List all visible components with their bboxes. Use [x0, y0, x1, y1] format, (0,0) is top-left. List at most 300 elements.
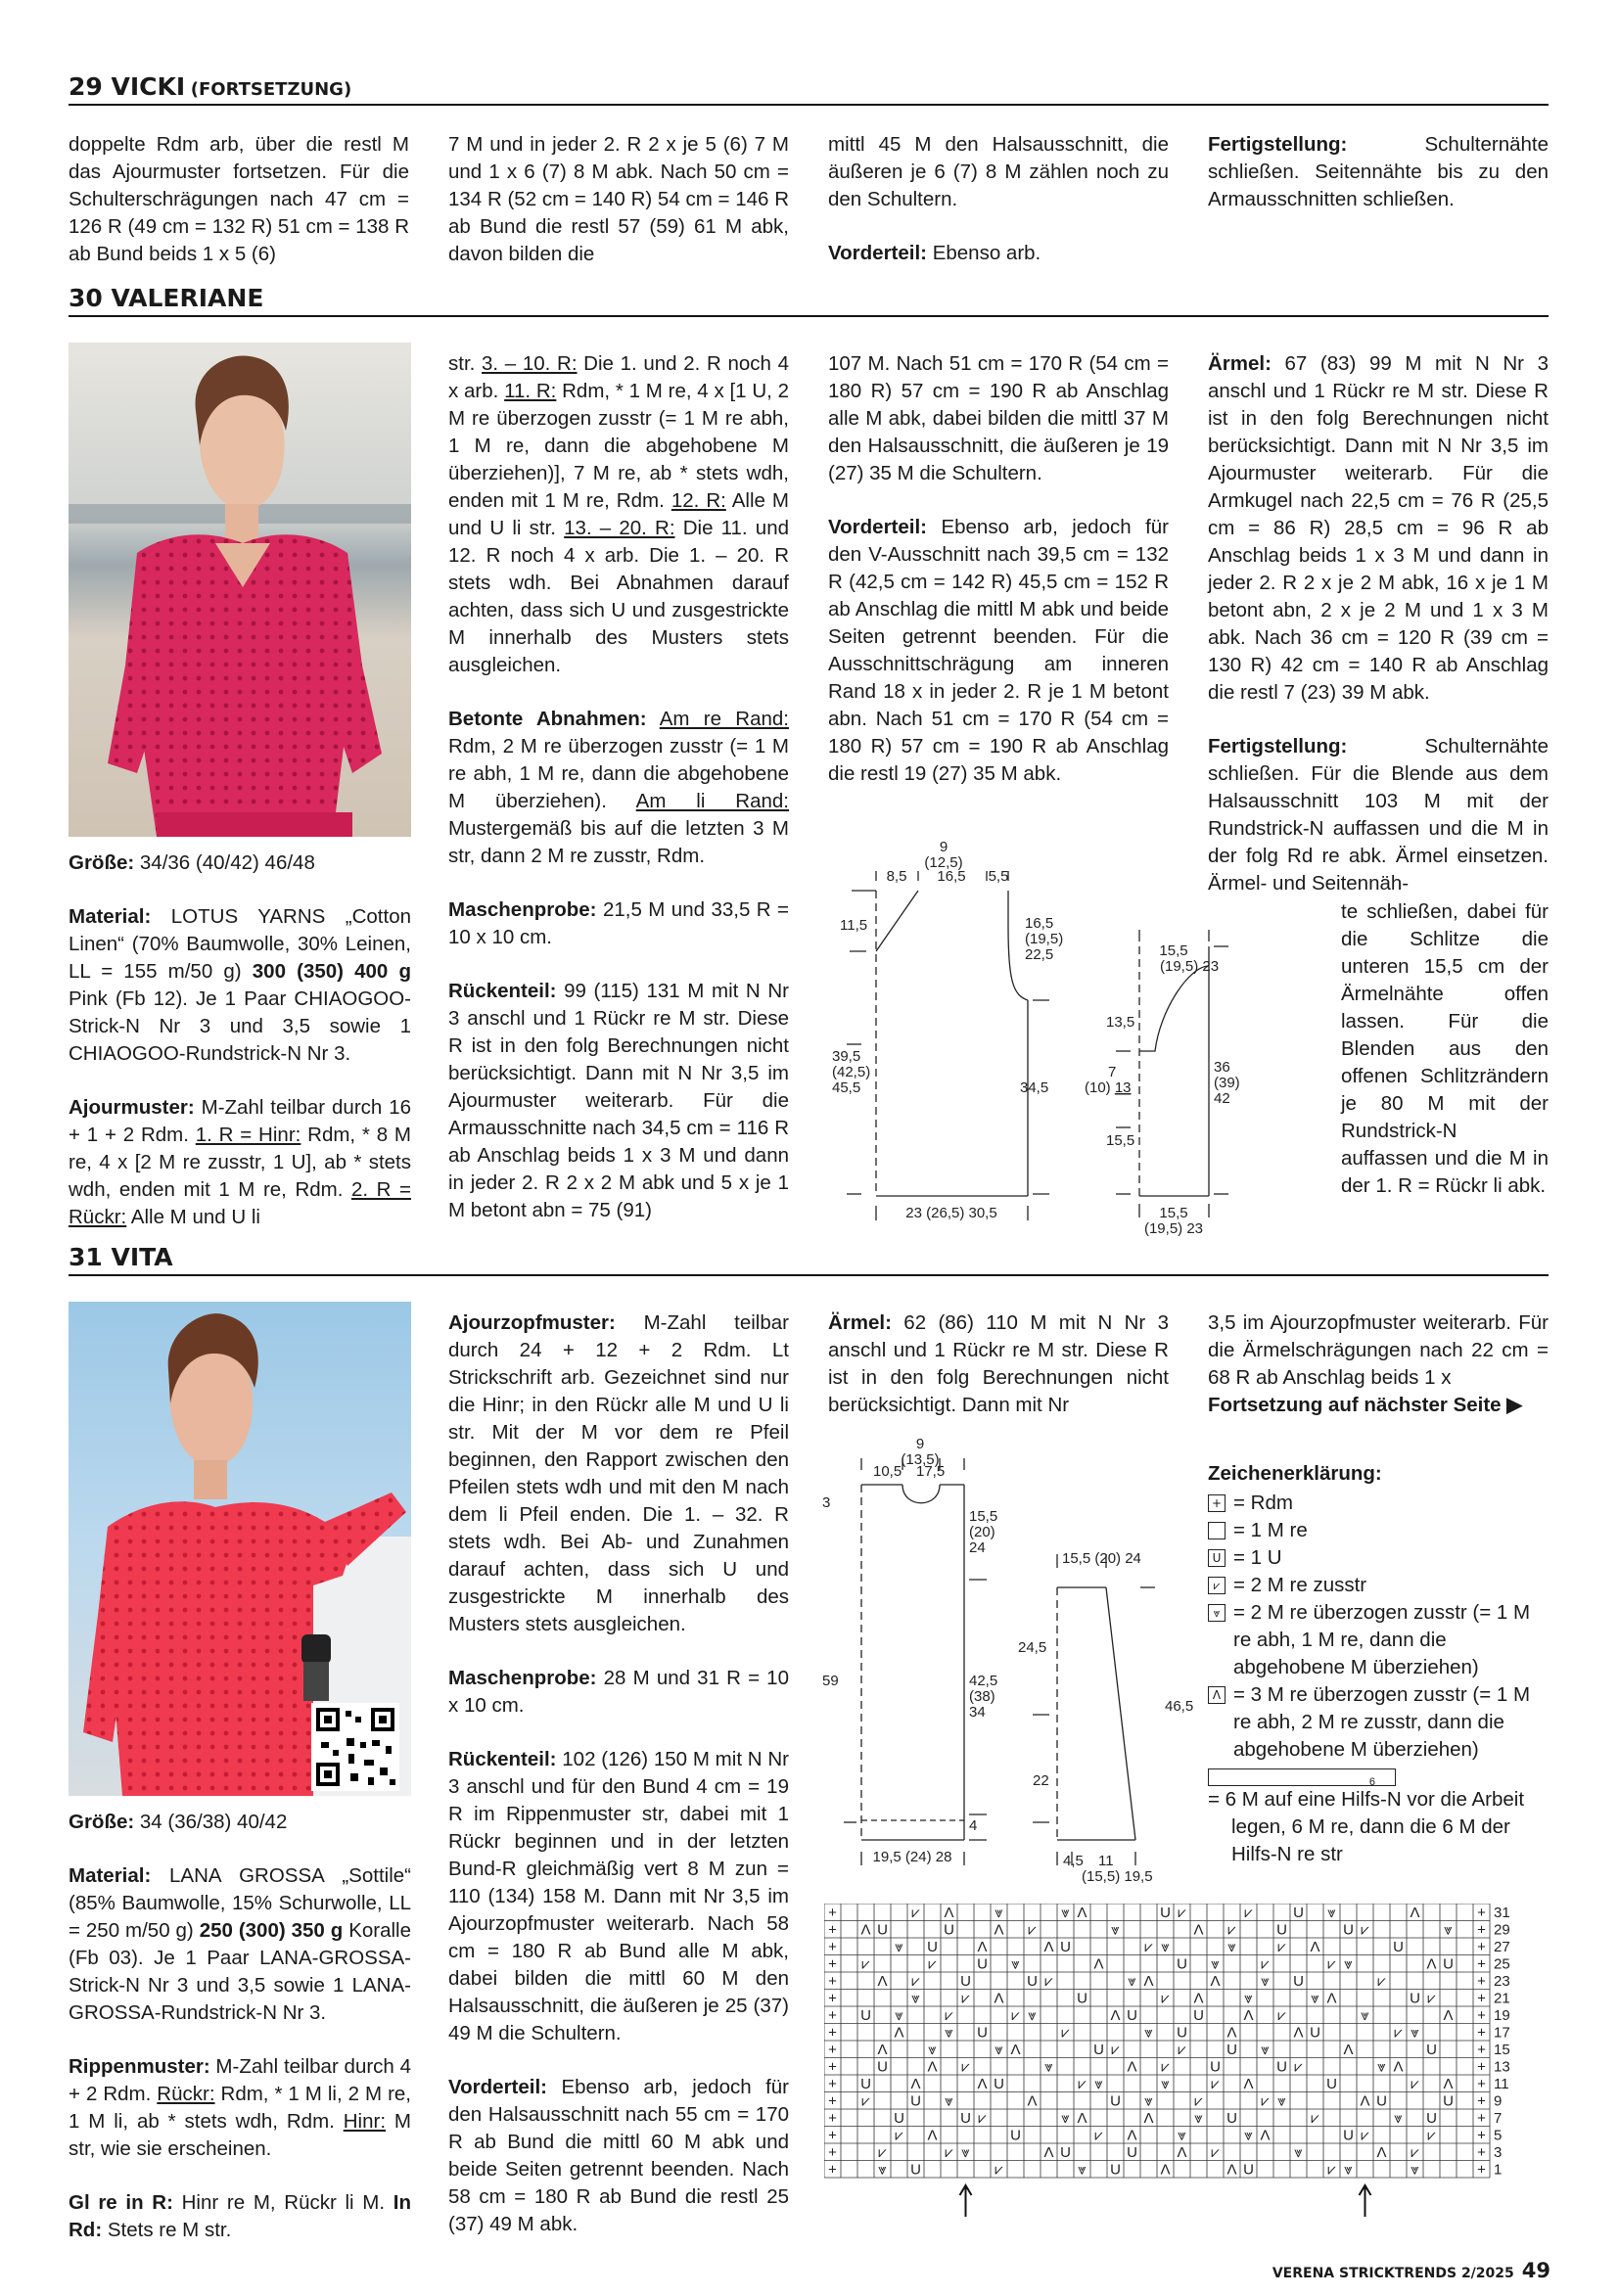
row-number: 11 — [1494, 2076, 1509, 2092]
stitch-symbol: U — [1393, 1939, 1404, 1955]
edge-stitch-symbol: + — [1477, 2110, 1486, 2127]
stitch-symbol: ⩗ — [895, 2127, 903, 2144]
stitch-symbol: Λ — [1243, 2076, 1254, 2092]
edge-stitch-symbol: + — [828, 2092, 837, 2110]
vicki-col-2: 7 M und in jeder 2. R 2 x je 5 (6) 7 M und 1 x 6 (7) 8 M abk. Nach 50 cm = 134 R (52 cm = 140 R) 54 cm = 146 R ab Bund die restl 57 (59) 61 M abk, davon bilden die — [448, 133, 789, 265]
stitch-symbol: Λ — [894, 2024, 904, 2042]
dim-label: (19,5) — [1025, 931, 1064, 947]
dim-label: 19,5 (24) 28 — [872, 1849, 952, 1865]
stitch-symbol: U — [977, 1955, 988, 1973]
dim-label: 16,5 — [1025, 915, 1054, 932]
edge-stitch-symbol: + — [828, 1905, 837, 1921]
stitch-symbol: Λ — [1077, 1905, 1087, 1921]
stitch-symbol: Λ — [1077, 2110, 1087, 2127]
stitch-symbol: Λ — [1193, 1921, 1204, 1939]
dim-label: 9 — [915, 1436, 925, 1452]
stitch-symbol: ⩔ — [1377, 2058, 1386, 2076]
stitch-symbol: U — [1326, 2076, 1337, 2092]
stitch-symbol: ⩗ — [1327, 2161, 1336, 2179]
stitch-symbol: ⩗ — [1394, 2024, 1403, 2042]
stitch-symbol: U — [1410, 1990, 1420, 2007]
legend-item — [1208, 1544, 1549, 1572]
stitch-symbol: Λ — [1293, 2024, 1304, 2042]
stitch-symbol: ⩗ — [1261, 1955, 1270, 1973]
stitch-symbol: ⩗ — [961, 1990, 970, 2007]
edge-stitch-symbol: + — [828, 2076, 837, 2092]
dim-label: 9 — [939, 839, 948, 855]
stitch-symbol: ⩗ — [995, 2161, 1003, 2179]
stitch-symbol: ⩔ — [1277, 2092, 1286, 2110]
row-number: 13 — [1494, 2058, 1510, 2076]
edge-stitch-symbol: + — [1477, 2127, 1486, 2144]
stitch-symbol: ⩔ — [1161, 1939, 1170, 1955]
dim-label: 59 — [822, 1673, 839, 1689]
stitch-symbol: ⩔ — [1344, 1955, 1353, 1973]
stitch-symbol: ⩗ — [1261, 2092, 1270, 2110]
stitch-symbol: Λ — [910, 2076, 921, 2092]
stitch-symbol: ⩔ — [1311, 1990, 1319, 2007]
stitch-symbol: Λ — [860, 1921, 871, 1939]
edge-stitch-symbol: + — [828, 1973, 837, 1990]
stitch-symbol: ⩔ — [1411, 2161, 1419, 2179]
stitch-symbol: Λ — [1360, 2092, 1370, 2110]
cable-symbol: 6 — [1208, 1768, 1396, 1786]
edge-stitch-symbol: + — [1477, 1939, 1486, 1955]
stitch-symbol: Λ — [877, 1973, 888, 1990]
dim-label: (10) 13 — [1085, 1079, 1132, 1096]
stitch-symbol: ⩔ — [1211, 1955, 1220, 1973]
stitch-symbol: Λ — [1443, 2007, 1454, 2024]
stitch-symbol: Λ — [1210, 1973, 1221, 1990]
stitch-symbol: Λ — [977, 1939, 988, 1955]
row-number: 31 — [1494, 1905, 1510, 1921]
stitch-symbol: ⩔ — [1111, 1921, 1120, 1939]
dim-label: 15,5 — [1106, 1132, 1135, 1149]
dim-label: 15,5 (20) 24 — [1062, 1550, 1141, 1567]
valeriane-col-4-cont: te schließen, dabei für die Schlitze die unteren 15,5 cm der Ärmelnähte offen lassen. Für die Blenden aus den offenen Schlitzrändern je 80 M mit der Rundstrick-N auffassen und die M in der 1. R = Rückr li abk. — [1341, 900, 1549, 1197]
stitch-symbol: ⩔ — [1244, 2127, 1253, 2144]
stitch-symbol: ⩗ — [1361, 2127, 1369, 2144]
row-number: 5 — [1494, 2127, 1503, 2144]
vita-col-2: Ajourzopfmuster: M-Zahl teilbar durch 24 + 12 + 2 Rdm. Lt Strickschrift arb. Gezeichnet sind nur die Hinr; in den Rückr alle M und U li str. Mit der M vor dem re Pfeil beginnen, den Rapport zwischen den Pfeilen stets wdh und mit den M nach dem li Pfeil enden. Die 1. – 32. R stets wdh. Bei Ab- und Zunahmen darauf achten, dass sich U und zusgestrickte M innerhalb des Musters stets ausgleichen. Maschenprobe: 28 M und 31 R = 10 x 10 cm. Rückenteil: 102 (126) 150 M mit N Nr 3 anschl und für den Bund 4 cm = 19 R im Rippenmuster str, dabei mit 1 Rückr beginnen und in der letzten Bund-R gleichmäßig vert 8 M zun = 110 (134) 158 M. Dann mit Nr 3,5 im Ajourzopfmuster weiterarb. Nach 58 cm = 180 R ab Bund alle M abk, dabei bilden die mittl 60 M den Halsausschnitt, die äußeren je 25 (37) 49 M die Schultern. Vorderteil: Ebenso arb, jedoch für den Halsausschnitt nach 55 cm = 170 R ab Bund die mittl 60 M abk und beide Seiten getrennt beenden. Nach 58 cm = 180 R ab Bund die restl 25 (37) 49 M abk. — [448, 1311, 789, 2235]
row-number: 17 — [1494, 2024, 1510, 2042]
stitch-symbol: U — [1443, 2092, 1454, 2110]
valeriane-col-4: Ärmel: 67 (83) 99 M mit N Nr 3 anschl und 1 Rückr re M str. Diese R ist in den folg Berechnungen nicht berücksichtigt. Dann mit N Nr 3,5 im Ajourmuster weiterarb. Für die Armkugel nach 22,5 cm = 76 R (25,5 cm = 86 R) 28,5 cm = 96 R ab Anschlag beids 1 x 3 M und dann in jeder 2. R 2 x je 2 M abk, 16 x je 1 M betont abn, 2 x je 2 M und 1 x 3 M abk. Nach 36 cm = 120 R (39 cm = 130 R) 42 cm = 140 R ab Anschlag die restl 7 (23) 39 M abk. Fertigstellung: Schulternähte schließen. Für die Blende aus dem Halsausschnitt 103 M mit der Rundstrick-N auffassen und die M in der folg Rd re abk. Ärmel einsetzen. Ärmel- und Seitennäh- — [1208, 352, 1549, 895]
stitch-symbol: U — [1110, 2092, 1121, 2110]
stitch-symbol: U — [960, 2110, 971, 2127]
stitch-symbol: U — [1127, 2007, 1137, 2024]
stitch-symbol: ⩔ — [911, 1990, 920, 2007]
qr-code — [311, 1703, 399, 1791]
stitch-symbol: U — [1243, 2161, 1254, 2179]
edge-stitch-symbol: + — [828, 2161, 837, 2179]
dim-label: 11 — [1098, 1853, 1114, 1869]
legend-text: = 2 M re überzogen zusstr (= 1 M re abh, 1 M re, dann die abgehobene M überziehen) — [1233, 1601, 1531, 1678]
stitch-symbol: Λ — [1243, 2007, 1254, 2024]
stitch-symbol: ⩗ — [911, 1973, 920, 1990]
edge-stitch-symbol: + — [828, 2127, 837, 2144]
dim-label: 46,5 — [1165, 1698, 1194, 1715]
stitch-symbol: ⩗ — [1178, 2042, 1186, 2058]
stitch-symbol: ⩗ — [1277, 1939, 1286, 1955]
vita-col-1: Größe: 34 (36/38) 40/42 Material: LANA GROSSA „Sottile“ (85% Baumwolle, 15% Schurwolle, LL = 250 m/50 g) 250 (300) 350 g Koralle (Fb 03). Je 1 Paar LANA-GROSSA-Strick-N Nr 3 und 3,5 sowie 1 LANA-GROSSA-Rundstrick-N Nr 3. Rippenmuster: M-Zahl teilbar durch 4 + 2 Rdm. Rückr: Rdm, * 1 M li, 2 M re, 1 M li, ab * stets wdh, Rdm. Hinr: M str, wie sie erscheinen. Gl re in R: Hinr re M, Rückr li M. In Rd: Stets re M str. — [69, 1811, 412, 2241]
footer: VERENA STRICKTRENDS 2/2025 49 — [1272, 2259, 1550, 2282]
stitch-symbol: Λ — [1260, 2127, 1271, 2144]
dim-label: (20) — [969, 1524, 995, 1540]
stitch-symbol: Λ — [1160, 2161, 1171, 2179]
edge-stitch-symbol: + — [1477, 2058, 1486, 2076]
stitch-symbol: U — [1027, 1973, 1038, 1990]
stitch-symbol: ⩔ — [945, 2092, 953, 2110]
stitch-symbol: ⩗ — [1427, 1990, 1436, 2007]
section-header-30: 30 VALERIANE — [69, 284, 1549, 317]
stitch-symbol: U — [1077, 1990, 1087, 2007]
stitch-symbol: ⩗ — [1427, 2127, 1436, 2144]
stitch-symbol: Λ — [927, 2127, 938, 2144]
stitch-symbol: ⩔ — [945, 2024, 953, 2042]
row-number: 19 — [1494, 2007, 1510, 2024]
valeriane-col-3: 107 M. Nach 51 cm = 170 R (54 cm = 180 R) 57 cm = 190 R ab Anschlag alle M abk, dabei bilden die mittl 37 M den Halsausschnitt, die äußeren je 19 (27) 35 M die Schultern. Vorderteil: Ebenso arb, jedoch für den V-Ausschnitt nach 39,5 cm = 132 R (42,5 cm = 142 R) 45,5 cm = 152 R ab Anschlag die mittl M abk und beide Seiten getrennt beenden. Für die Ausschnittschrägung am inneren Rand 18 x in jeder 2. R je 1 M betont abn. Nach 51 cm = 170 R (54 cm = 180 R) 57 cm = 190 R ab Anschlag die restl 19 (27) 35 M abk. — [828, 352, 1169, 785]
edge-stitch-symbol: + — [828, 2058, 837, 2076]
stitch-symbol: ⩗ — [1277, 2007, 1286, 2024]
stitch-symbol: Λ — [1043, 1939, 1054, 1955]
stitch-symbol: ⩔ — [1194, 2110, 1203, 2127]
stitch-symbol: U — [1160, 1905, 1171, 1921]
legend-text: = 1 U — [1233, 1546, 1282, 1569]
stitch-symbol: U — [1226, 2110, 1237, 2127]
stitch-symbol: ⩔ — [928, 2042, 937, 2058]
legend-item — [1208, 1599, 1549, 1681]
legend-cable-text: = 6 M auf eine Hilfs-N vor die Arbeit legen, 6 M re, dann die 6 M der Hilfs-N re str — [1208, 1788, 1525, 1865]
vita-col-4: 3,5 im Ajourzopfmuster weiterarb. Für die Ärmelschrägungen nach 22 cm = 68 R ab Anschlag beids 1 x Fortsetzung auf nächster Seite ▶ — [1208, 1311, 1549, 1416]
dim-label: (19,5) 23 — [1143, 1220, 1204, 1237]
legend-item-cable — [1208, 1764, 1549, 1786]
stitch-symbol: Λ — [1043, 2144, 1054, 2161]
stitch-symbol: ⩔ — [1094, 2076, 1103, 2092]
stitch-symbol: Λ — [1393, 2058, 1404, 2076]
edge-stitch-symbol: + — [828, 1921, 837, 1939]
stitch-symbol: ⩔ — [1361, 2007, 1369, 2024]
stitch-symbol: ⩗ — [1094, 2127, 1103, 2144]
stitch-symbol: Λ — [1177, 2144, 1187, 2161]
stitch-symbol: ⩔ — [895, 1939, 903, 1955]
section-header-31: 31 VITA — [69, 1243, 1549, 1276]
edge-stitch-symbol: + — [1477, 2076, 1486, 2092]
stitch-symbol: U — [1060, 2144, 1071, 2161]
stitch-symbol: ⩗ — [1244, 1905, 1253, 1921]
stitch-symbol: ⩗ — [1327, 1955, 1336, 1973]
stitch-symbol: U — [1110, 2161, 1121, 2179]
stitch-symbol: Λ — [1343, 2042, 1354, 2058]
dim-label: 5,5 — [988, 868, 1009, 885]
edge-stitch-symbol: + — [828, 1939, 837, 1955]
legend-symbol-icon: U — [1208, 1549, 1226, 1567]
legend-list — [1208, 1490, 1549, 1764]
stitch-symbol: U — [1177, 2024, 1187, 2042]
stitch-symbol: ⩗ — [1078, 2076, 1087, 2092]
dim-label: 7 — [1108, 1064, 1117, 1080]
dim-label: 15,5 — [1159, 1205, 1188, 1221]
dim-label: 22,5 — [1025, 946, 1054, 963]
stitch-symbol: ⩗ — [1377, 1973, 1386, 1990]
row-number: 21 — [1494, 1990, 1510, 2007]
edge-stitch-symbol: + — [828, 2007, 837, 2024]
vita-photo — [69, 1302, 411, 1796]
stitch-symbol: ⩗ — [945, 2007, 953, 2024]
stitch-symbol: U — [860, 2007, 871, 2024]
edge-stitch-symbol: + — [1477, 2007, 1486, 2024]
stitch-symbol: ⩗ — [1411, 2076, 1419, 2092]
dim-label: 11,5 — [840, 917, 868, 934]
edge-stitch-symbol: + — [1477, 2161, 1486, 2179]
stitch-symbol: U — [1210, 2058, 1221, 2076]
stitch-symbol: ⩗ — [878, 2144, 887, 2161]
legend-item — [1208, 1490, 1549, 1517]
stitch-symbol: ⩔ — [1411, 2024, 1419, 2042]
stitch-symbol: Λ — [1310, 1939, 1320, 1955]
stitch-symbol: U — [894, 2110, 904, 2127]
stitch-symbol: ⩗ — [1227, 1921, 1236, 1939]
dim-label: 16,5 — [937, 868, 966, 885]
stitch-symbol: Λ — [1326, 1990, 1337, 2007]
stitch-symbol: Λ — [1376, 2144, 1387, 2161]
stitch-symbol: Λ — [1027, 2092, 1038, 2110]
dim-label: 24,5 — [1018, 1639, 1047, 1656]
stitch-symbol: ⩗ — [1311, 2110, 1319, 2127]
stitch-symbol: U — [1010, 2127, 1021, 2144]
section-header-29: 29 VICKI (FORTSETZUNG) — [69, 72, 1549, 106]
dim-label: (12,5) — [924, 854, 963, 871]
edge-stitch-symbol: + — [1477, 1955, 1486, 1973]
stitch-symbol: ⩔ — [1394, 2110, 1403, 2127]
stitch-symbol: U — [927, 1939, 938, 1955]
dim-label: 15,5 — [1159, 942, 1188, 959]
row-number: 7 — [1494, 2110, 1503, 2127]
stitch-symbol: Λ — [877, 2042, 888, 2058]
stitch-symbol: ⩔ — [1178, 2127, 1186, 2144]
vicki-col-4: Fertigstellung: Schulternähte schließen. Seitennähte bis zu den Armausschnitten schließen. — [1208, 133, 1549, 210]
edge-stitch-symbol: + — [1477, 1921, 1486, 1939]
stitch-symbol: ⩔ — [1294, 2144, 1303, 2161]
stitch-symbol: Λ — [1093, 1955, 1104, 1973]
stitch-symbol: U — [1293, 1973, 1304, 1990]
stitch-symbol: ⩔ — [1078, 2161, 1087, 2179]
stitch-symbol: U — [944, 1921, 954, 1939]
stitch-symbol: ⩔ — [1128, 1973, 1136, 1990]
dim-label: 23 (26,5) 30,5 — [905, 1205, 997, 1221]
legend-symbol-icon: ⩗ — [1208, 1577, 1226, 1594]
stitch-symbol: ⩗ — [911, 1905, 920, 1921]
stitch-symbol: ⩗ — [1211, 2076, 1220, 2092]
stitch-symbol: Λ — [1110, 2007, 1121, 2024]
edge-stitch-symbol: + — [1477, 2092, 1486, 2110]
dim-label: 13,5 — [1106, 1014, 1135, 1031]
stitch-symbol: ⩔ — [1061, 2110, 1070, 2127]
legend-text: = 2 M re zusstr — [1233, 1574, 1367, 1596]
stitch-symbol: U — [1310, 2024, 1320, 2042]
stitch-symbol: U — [1426, 2042, 1437, 2058]
stitch-symbol: U — [1293, 1905, 1304, 1921]
edge-stitch-symbol: + — [828, 2042, 837, 2058]
stitch-symbol: U — [877, 1921, 888, 1939]
stitch-symbol: ⩔ — [1161, 2076, 1170, 2092]
vita-schematic — [822, 1431, 1214, 1891]
valeriane-photo — [69, 343, 411, 837]
stitch-symbol: Λ — [1226, 2161, 1237, 2179]
stitch-symbol: Λ — [1143, 2110, 1154, 2127]
dim-label: 8,5 — [886, 868, 907, 885]
stitch-symbol: ⩔ — [1244, 1990, 1253, 2007]
vicki-col-3: mittl 45 M den Halsausschnitt, die äußeren je 6 (7) 8 M zählen noch zu den Schultern. Vorderteil: Ebenso arb. — [828, 133, 1169, 264]
stitch-symbol: Λ — [977, 2076, 988, 2092]
stitch-symbol: ⩗ — [1028, 1921, 1037, 1939]
stitch-symbol: U — [1093, 2042, 1104, 2058]
edge-stitch-symbol: + — [1477, 2042, 1486, 2058]
stitch-symbol: U — [1060, 1939, 1071, 1955]
row-number: 3 — [1494, 2144, 1503, 2161]
stitch-symbol: Λ — [1127, 2058, 1137, 2076]
stitch-symbol: ⩗ — [1061, 2024, 1070, 2042]
stitch-symbol: ⩗ — [1011, 2007, 1020, 2024]
stitch-symbol: U — [1193, 2007, 1204, 2024]
stitch-symbol: ⩔ — [1227, 1939, 1236, 1955]
stitch-symbol: ⩔ — [961, 2144, 970, 2161]
stitch-symbol: U — [1343, 2127, 1354, 2144]
chart-legend: Zeichenerklärung: + = Rdm = 1 M re U = 1 U ⩗ = 2 M re zusstr ⩔ = 2 M re überzogen zusstr (= 1 M re abh, 1 M re, dann die abgehobene M überziehen) Λ = 3 M re überzogen zusstr (= 1 M re abh, 2 M re zusstr, dann die abgehobene M überziehen) 6 = 6 M auf eine Hilfs-N vor die Arbeit legen, 6 M re, dann die 6 M der Hilfs-N re str — [1208, 1460, 1549, 1868]
dim-label: (42,5) — [832, 1064, 871, 1080]
dim-label: 42 — [1214, 1090, 1230, 1107]
stitch-symbol: Λ — [1226, 2024, 1237, 2042]
dim-label: (19,5) 23 — [1160, 958, 1220, 975]
row-number: 23 — [1494, 1973, 1510, 1990]
valeriane-col-2: str. 3. – 10. R: Die 1. und 2. R noch 4 x arb. 11. R: Rdm, * 1 M re, 4 x [1 U, 2 M re überzogen zusstr (= 1 M re abh, 1 M re, dann die abgehobene M überziehen)], 7 M re, ab * stets wdh, enden mit 1 M re, Rdm. 12. R: Alle M und U li str. 13. – 20. R: Die 11. und 12. R noch 4 x arb. Die 1. – 20. R stets wdh. Bei Abnahmen darauf achten, dass sich U und zusgestrickte M innerhalb des Musters stets ausgleichen. Betonte Abnahmen: Am re Rand: Rdm, 2 M re überzogen zusstr (= 1 M re abh, 1 M re, dann die abgehobene M überziehen). Am li Rand: Mustergemäß bis auf die letzten 3 M str, dann 2 M re zusstr, Rdm. Maschenprobe: 21,5 M und 33,5 R = 10 x 10 cm. Rückenteil: 99 (115) 131 M mit N Nr 3 anschl und 1 Rückr re M str. Diese R ist in den folg Berechnungen nicht berücksichtigt. Dann mit N Nr 3,5 im Ajourmuster weiterarb. Für die Armausschnitte nach 34,5 cm = 116 R ab Anschlag beids 1 x 3 M und dann in jeder 2. R 2 x 2 M abk und 5 x je 1 M betont abn = 75 (91) — [448, 352, 790, 1221]
stitch-symbol: ⩗ — [961, 2058, 970, 2076]
stitch-symbol: U — [860, 2076, 871, 2092]
stitch-symbol: Λ — [1426, 1955, 1437, 1973]
valeriane-schematic — [822, 834, 1253, 1245]
stitch-symbol: ⩔ — [1061, 1905, 1070, 1921]
edge-stitch-symbol: + — [1477, 1905, 1486, 1921]
vicki-col-1: doppelte Rdm arb, über die restl M das Ajourmuster fortsetzen. Für die Schulterschrägungen nach 47 cm = 126 R (49 cm = 132 R) 51 cm = 138 R ab Bund beids 1 x 5 (6) — [69, 133, 409, 265]
stitch-symbol: ⩔ — [1261, 2042, 1270, 2058]
valeriane-col-1: Größe: 34/36 (40/42) 46/48 Material: LOTUS YARNS „Cotton Linen“ (70% Baumwolle, 30% Leinen, LL = 155 m/50 g) 300 (350) 400 g Pink (Fb 12). Je 1 Paar CHIAOGOO-Strick-N Nr 3 und 3,5 sowie 1 CHIAOGOO-Rundstrick-N Nr 3. Ajourmuster: M-Zahl teilbar durch 16 + 1 + 2 Rdm. 1. R = Hinr: Rdm, * 8 M re, 4 x [2 M re zusstr, 1 U], ab * stets wdh, enden mit 1 M re, Rdm. 2. R = Rückr: Alle M und U li — [69, 851, 412, 1228]
repeat-arrow-icon — [960, 2185, 972, 2217]
stitch-symbol: ⩔ — [995, 1905, 1003, 1921]
stitch-symbol: Λ — [1127, 2127, 1137, 2144]
stitch-symbol: ⩔ — [1011, 1955, 1020, 1973]
dim-label: 17,5 — [916, 1463, 946, 1480]
stitch-symbol: Λ — [1010, 2042, 1021, 2058]
edge-stitch-symbol: + — [1477, 2024, 1486, 2042]
stitch-symbol: U — [977, 2024, 988, 2042]
legend-symbol-icon: Λ — [1208, 1686, 1226, 1704]
stitch-symbol: U — [1276, 1921, 1287, 1939]
knitting-chart — [824, 1904, 1549, 2217]
repeat-arrow-icon — [1360, 2185, 1371, 2217]
stitch-symbol: Λ — [994, 1990, 1004, 2007]
row-number: 29 — [1494, 1921, 1510, 1939]
legend-item — [1208, 1681, 1549, 1764]
stitch-symbol: ⩗ — [1144, 1939, 1153, 1955]
dim-label: 24 — [969, 1539, 986, 1556]
stitch-symbol: ⩗ — [928, 1955, 937, 1973]
row-number: 27 — [1494, 1939, 1510, 1955]
stitch-symbol: Λ — [1410, 1905, 1420, 1921]
dim-label: 45,5 — [832, 1079, 861, 1096]
legend-text: = Rdm — [1233, 1492, 1293, 1514]
continued-link: Fortsetzung auf nächster Seite ▶ — [1208, 1394, 1523, 1416]
stitch-symbol: ⩔ — [1344, 2161, 1353, 2179]
stitch-symbol: ⩗ — [1044, 1973, 1053, 1990]
stitch-symbol: Λ — [1143, 1973, 1154, 1990]
stitch-symbol: ⩔ — [1327, 1905, 1336, 1921]
legend-symbol-icon: + — [1208, 1494, 1226, 1512]
stitch-symbol: ⩔ — [1144, 2092, 1153, 2110]
edge-stitch-symbol: + — [828, 1990, 837, 2007]
stitch-symbol: U — [1443, 1955, 1454, 1973]
stitch-symbol: U — [1276, 2058, 1287, 2076]
stitch-symbol: ⩔ — [995, 2042, 1003, 2058]
stitch-symbol: U — [960, 1973, 971, 1990]
stitch-symbol: ⩗ — [1161, 1990, 1170, 2007]
edge-stitch-symbol: + — [1477, 1990, 1486, 2007]
stitch-symbol: U — [1226, 2042, 1237, 2058]
legend-item — [1208, 1572, 1549, 1599]
dim-label: 34 — [969, 1704, 986, 1721]
vita-col-3: Ärmel: 62 (86) 110 M mit N Nr 3 anschl und 1 Rückr re M str. Diese R ist in den folg Berechnungen nicht berücksichtigt. Dann mit Nr — [828, 1311, 1169, 1416]
dim-label: (38) — [969, 1688, 995, 1705]
stitch-symbol: ⩔ — [895, 2007, 903, 2024]
stitch-symbol: Λ — [994, 1921, 1004, 1939]
stitch-symbol: ⩗ — [1194, 2092, 1203, 2110]
dim-label: 3 — [822, 1494, 831, 1511]
edge-stitch-symbol: + — [828, 1955, 837, 1973]
stitch-symbol: U — [1177, 1955, 1187, 1973]
legend-text: = 1 M re — [1233, 1519, 1308, 1541]
stitch-symbol: ⩗ — [1111, 2042, 1120, 2058]
stitch-symbol: Λ — [1193, 1990, 1204, 2007]
dim-label: 15,5 — [969, 1508, 998, 1525]
dim-label: 34,5 — [1020, 1079, 1049, 1096]
stitch-symbol: ⩔ — [1044, 2058, 1053, 2076]
edge-stitch-symbol: + — [828, 2144, 837, 2161]
dim-label: (39) — [1214, 1075, 1240, 1091]
row-number: 15 — [1494, 2042, 1510, 2058]
edge-stitch-symbol: + — [828, 2024, 837, 2042]
stitch-symbol: Λ — [1443, 2076, 1454, 2092]
stitch-symbol: U — [910, 2161, 921, 2179]
edge-stitch-symbol: + — [828, 2110, 837, 2127]
stitch-symbol: ⩗ — [1161, 2058, 1170, 2076]
legend-text: = 3 M re überzogen zusstr (= 1 M re abh, 2 M re zusstr, dann die abgehobene M überziehen) — [1233, 1683, 1531, 1761]
stitch-symbol: U — [1376, 2092, 1387, 2110]
stitch-symbol: Λ — [944, 1905, 954, 1921]
stitch-symbol: ⩔ — [1028, 2007, 1037, 2024]
edge-stitch-symbol: + — [1477, 2144, 1486, 2161]
dim-label: 4 — [969, 1817, 978, 1834]
stitch-symbol: ⩗ — [861, 1955, 870, 1973]
stitch-symbol: ⩔ — [1261, 1973, 1270, 1990]
stitch-symbol: U — [910, 2092, 921, 2110]
stitch-symbol: U — [877, 2058, 888, 2076]
stitch-symbol: Λ — [927, 2058, 938, 2076]
dim-label: (15,5) 19,5 — [1082, 1868, 1153, 1885]
legend-item — [1208, 1517, 1549, 1544]
stitch-symbol: ⩗ — [945, 2144, 953, 2161]
stitch-symbol: ⩔ — [1144, 2024, 1153, 2042]
stitch-symbol: ⩔ — [878, 2161, 887, 2179]
dim-label: 42,5 — [969, 1673, 998, 1689]
